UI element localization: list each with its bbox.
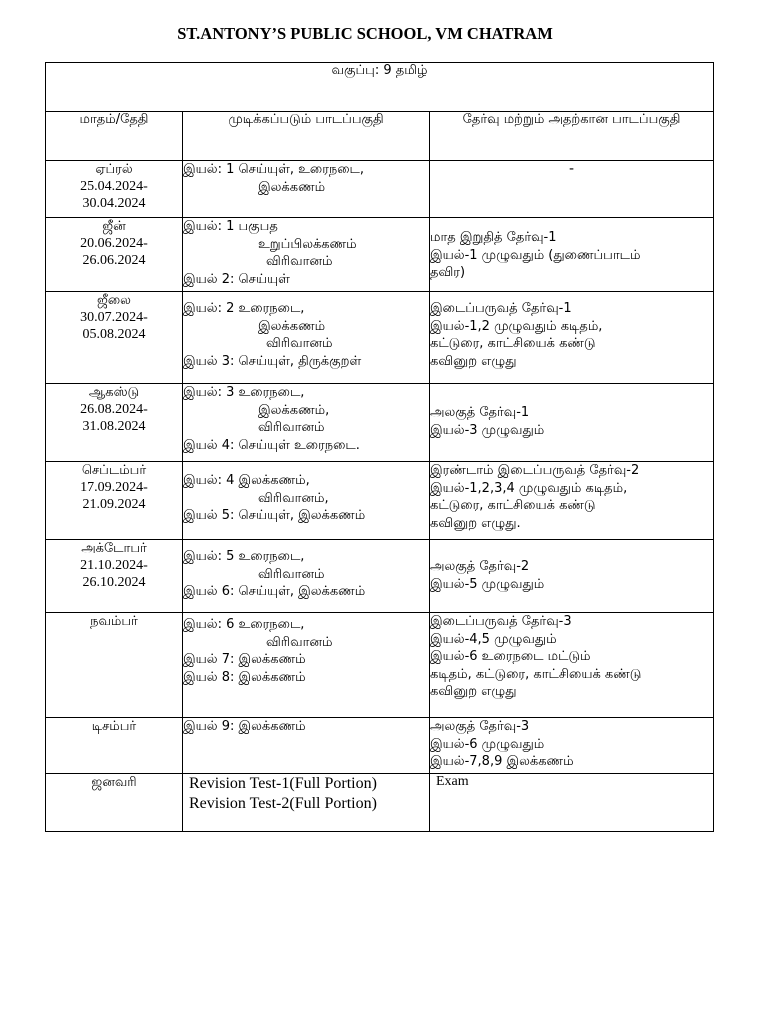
month-name: நவம்பர் bbox=[90, 614, 138, 629]
table-row bbox=[46, 462, 714, 540]
topic-line: இயல் 3: செய்யுள், திருக்குறள் bbox=[183, 353, 362, 369]
topic-line: இயல்: 5 உரைநடை, bbox=[183, 549, 305, 564]
exam-line: இயல்-6 முழுவதும் bbox=[430, 736, 545, 752]
exam-line: இடைப்பருவத் தேர்வு-3 bbox=[430, 614, 572, 629]
table-row bbox=[46, 292, 714, 384]
topic-line: விரிவானம் bbox=[258, 566, 325, 582]
date-start: 20.06.2024- bbox=[80, 236, 148, 251]
column-header-row bbox=[46, 112, 714, 161]
topics-cell bbox=[183, 218, 430, 292]
topic-line: விரிவானம் bbox=[266, 634, 333, 650]
month-cell bbox=[46, 218, 183, 292]
exam-line: தவிர) bbox=[430, 265, 466, 280]
table-row bbox=[46, 161, 714, 218]
date-start: 17.09.2024- bbox=[80, 480, 148, 495]
exam-line: இயல்-3 முழுவதும் bbox=[430, 422, 545, 438]
exam-line: கவினுற எழுது bbox=[430, 353, 517, 369]
exam-cell bbox=[430, 384, 714, 462]
table-row bbox=[46, 218, 714, 292]
date-end: 05.08.2024 bbox=[82, 327, 146, 342]
topics-cell bbox=[183, 718, 430, 774]
date-end: 31.08.2024 bbox=[82, 419, 146, 434]
topic-line: விரிவானம் bbox=[258, 420, 325, 435]
topic-line: விரிவானம் bbox=[266, 336, 333, 351]
month-cell bbox=[46, 613, 183, 718]
column-header-exam: தேர்வு மற்றும் அதற்கான பாடப்பகுதி bbox=[430, 112, 714, 161]
exam-line: இரண்டாம் இடைப்பருவத் தேர்வு-2 bbox=[430, 463, 640, 478]
exam-line: இயல்-1,2 முழுவதும் கடிதம், bbox=[430, 318, 603, 334]
topics-cell bbox=[183, 540, 430, 613]
exam-line: கவினுற எழுது bbox=[430, 684, 517, 699]
exam-line: மாத இறுதித் தேர்வு-1 bbox=[430, 230, 557, 245]
date-end: 21.09.2024 bbox=[82, 497, 146, 512]
revision-test-line: Revision Test-1(Full Portion) bbox=[189, 775, 377, 792]
exam-line: கவினுற எழுது. bbox=[430, 515, 521, 531]
topic-line: இலக்கணம், bbox=[258, 402, 330, 418]
month-cell bbox=[46, 462, 183, 540]
month-cell bbox=[46, 384, 183, 462]
exam-cell bbox=[430, 718, 714, 774]
topic-line: இயல்: 1 பகுபத bbox=[183, 219, 278, 234]
date-end: 26.06.2024 bbox=[82, 253, 146, 268]
table-row bbox=[46, 540, 714, 613]
table-row bbox=[46, 718, 714, 774]
column-header-topics: முடிக்கப்படும் பாடப்பகுதி bbox=[183, 112, 430, 161]
topic-line: இயல் 4: செய்யுள் உரைநடை. bbox=[183, 437, 360, 453]
exam-line: Exam bbox=[436, 774, 469, 789]
exam-line: அலகுத் தேர்வு-3 bbox=[430, 719, 530, 734]
topic-line: இயல்: 2 உரைநடை, bbox=[183, 301, 305, 316]
month-cell bbox=[46, 718, 183, 774]
exam-line: இயல்-4,5 முழுவதும் bbox=[430, 631, 557, 647]
topic-line: இயல்: 1 செய்யுள், உரைநடை, bbox=[183, 162, 365, 177]
topic-line: இயல் 2: செய்யுள் bbox=[183, 271, 290, 287]
month-name: ஜீன் bbox=[102, 219, 126, 234]
topic-line: இலக்கணம் bbox=[258, 318, 326, 334]
topic-line: விரிவானம், bbox=[258, 490, 329, 506]
topics-cell bbox=[183, 292, 430, 384]
topic-line: இயல்: 6 உரைநடை, bbox=[183, 617, 305, 632]
month-name: டிசம்பர் bbox=[91, 719, 137, 734]
class-header-row bbox=[46, 63, 714, 112]
topic-line: உறுப்பிலக்கணம் bbox=[258, 236, 357, 252]
topics-cell bbox=[183, 384, 430, 462]
exam-line: அலகுத் தேர்வு-2 bbox=[430, 559, 530, 574]
school-title: ST.ANTONY’S PUBLIC SCHOOL, VM CHATRAM bbox=[177, 24, 553, 43]
table-row bbox=[46, 613, 714, 718]
exam-line: அலகுத் தேர்வு-1 bbox=[430, 405, 530, 420]
column-header-month: மாதம்/தேதி bbox=[46, 112, 183, 161]
date-start: 21.10.2024- bbox=[80, 558, 148, 573]
exam-line: இடைப்பருவத் தேர்வு-1 bbox=[430, 301, 572, 316]
month-cell bbox=[46, 774, 183, 832]
empty-dash: - bbox=[568, 161, 575, 177]
exam-cell bbox=[430, 218, 714, 292]
exam-line: இயல்-5 முழுவதும் bbox=[430, 576, 545, 592]
syllabus-table bbox=[45, 62, 714, 832]
topic-line: இயல்: 3 உரைநடை, bbox=[183, 385, 305, 400]
topic-line: விரிவானம் bbox=[266, 254, 333, 269]
month-name: ஜனவரி bbox=[91, 775, 137, 790]
exam-line: கட்டுரை, காட்சியைக் கண்டு bbox=[430, 336, 596, 351]
date-end: 30.04.2024 bbox=[82, 196, 146, 211]
revision-test-line: Revision Test-2(Full Portion) bbox=[189, 795, 377, 812]
exam-cell bbox=[430, 161, 714, 218]
topic-line: இயல் 8: இலக்கணம் bbox=[183, 669, 306, 685]
month-name: ஜீலை bbox=[97, 293, 131, 308]
date-start: 25.04.2024- bbox=[80, 179, 148, 194]
topics-cell bbox=[183, 462, 430, 540]
exam-cell bbox=[430, 540, 714, 613]
date-start: 30.07.2024- bbox=[80, 310, 148, 325]
topics-cell bbox=[183, 161, 430, 218]
topic-line: இயல் 6: செய்யுள், இலக்கணம் bbox=[183, 584, 366, 599]
topics-cell bbox=[183, 613, 430, 718]
exam-line: கட்டுரை, காட்சியைக் கண்டு bbox=[430, 498, 596, 513]
exam-cell bbox=[430, 462, 714, 540]
topics-cell bbox=[183, 774, 430, 832]
exam-cell bbox=[430, 292, 714, 384]
month-cell bbox=[46, 540, 183, 613]
month-name: அக்டோபர் bbox=[81, 541, 147, 556]
month-name: ஏப்ரல் bbox=[95, 162, 133, 177]
topic-line: இயல் 9: இலக்கணம் bbox=[183, 719, 306, 734]
exam-line: கடிதம், கட்டுரை, காட்சியைக் கண்டு bbox=[430, 666, 642, 682]
topic-line: இயல் 7: இலக்கணம் bbox=[183, 652, 306, 667]
month-name: செப்டம்பர் bbox=[81, 463, 147, 478]
month-cell bbox=[46, 292, 183, 384]
table-row bbox=[46, 384, 714, 462]
topic-line: இயல்: 4 இலக்கணம், bbox=[183, 473, 310, 488]
table-row bbox=[46, 774, 714, 832]
exam-line: இயல்-6 உரைநடை மட்டும் bbox=[430, 649, 591, 664]
topic-line: இலக்கணம் bbox=[258, 179, 326, 195]
date-end: 26.10.2024 bbox=[82, 575, 146, 590]
exam-line: இயல்-1,2,3,4 முழுவதும் கடிதம், bbox=[430, 480, 628, 496]
month-cell bbox=[46, 161, 183, 218]
month-name: ஆகஸ்டு bbox=[88, 385, 140, 400]
exam-line: இயல்-7,8,9 இலக்கணம் bbox=[430, 754, 574, 769]
exam-cell bbox=[430, 774, 714, 832]
exam-line: இயல்-1 முழுவதும் (துணைப்பாடம் bbox=[430, 247, 641, 263]
topic-line: இயல் 5: செய்யுள், இலக்கணம் bbox=[183, 508, 366, 523]
class-header: வகுப்பு: 9 தமிழ் bbox=[46, 63, 714, 112]
exam-cell bbox=[430, 613, 714, 718]
date-start: 26.08.2024- bbox=[80, 402, 148, 417]
